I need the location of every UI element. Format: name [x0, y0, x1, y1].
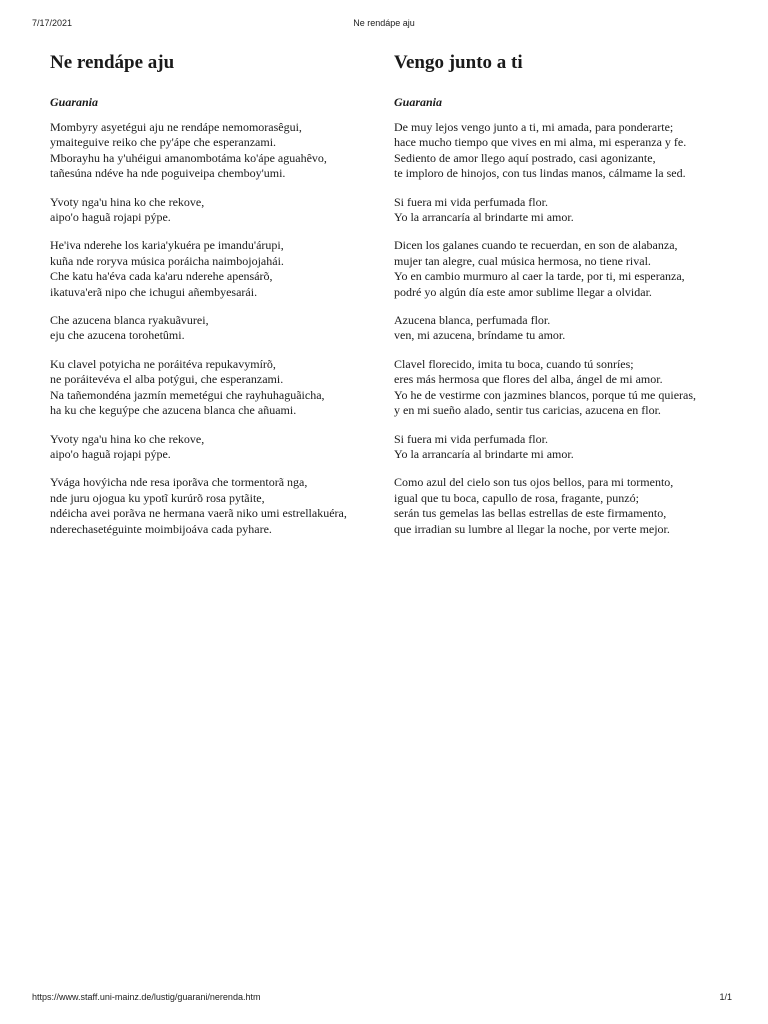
print-header — [0, 18, 768, 32]
stanza — [394, 313, 734, 344]
stanza — [394, 432, 734, 463]
lyric-line: Si fuera mi vida perfumada flor. — [394, 431, 548, 446]
print-date: 7/17/2021 — [32, 18, 73, 28]
stanza — [50, 475, 370, 537]
guarani-stanzas — [50, 120, 370, 537]
lyric-line: aipo'o haguã rojapi pýpe. — [50, 446, 171, 461]
lyric-line: nderechasetéguinte moimbijoáva cada pyhare. — [50, 521, 272, 536]
lyric-line: ha ku che keguýpe che azucena blanca che añuami. — [50, 403, 297, 418]
print-footer — [0, 992, 768, 1006]
lyric-line: Yvága hovýicha nde resa iporãva che tormentorã nga, — [50, 475, 308, 490]
lyric-line: Como azul del cielo son tus ojos bellos, para mi tormento, — [394, 475, 674, 490]
stanza — [50, 432, 370, 463]
lyric-line: eju che azucena torohetûmi. — [50, 328, 185, 343]
lyric-line: He'iva nderehe los karia'ykuéra pe imandu'árupi, — [50, 238, 284, 253]
stanza — [50, 238, 370, 300]
lyric-line: Ku clavel potyicha ne poráitéva repukavymírõ, — [50, 356, 276, 371]
lyric-line: Che katu ha'éva cada ka'aru nderehe apensárõ, — [50, 269, 273, 284]
spanish-lyrics-column — [394, 50, 734, 550]
print-url: https://www.staff.uni-mainz.de/lustig/guarani/nerenda.htm — [32, 992, 261, 1002]
lyric-line: ymaiteguive reiko che py'ápe che esperanzami. — [50, 135, 277, 150]
lyric-line: Yvoty nga'u hina ko che rekove, — [50, 431, 205, 446]
lyric-line: kuña nde roryva música poráicha naimbojojahái. — [50, 253, 284, 268]
lyric-line: Clavel florecido, imita tu boca, cuando tú sonríes; — [394, 356, 634, 371]
lyric-line: Azucena blanca, perfumada flor. — [394, 313, 551, 328]
lyric-line: serán tus gemelas las bellas estrellas de este firmamento, — [394, 506, 667, 521]
stanza — [50, 120, 370, 182]
lyric-line: aipo'o haguã rojapi pýpe. — [50, 210, 171, 225]
lyric-line: ven, mi azucena, bríndame tu amor. — [394, 328, 566, 343]
lyric-line: Mborayhu ha y'uhéigui amanombotáma ko'ápe aguahêvo, — [50, 150, 327, 165]
lyric-line: Yo la arrancaría al brindarte mi amor. — [394, 210, 574, 225]
guarani-lyrics-column — [50, 50, 370, 550]
lyric-line: y en mi sueño alado, sentir tus caricias, azucena en flor. — [394, 403, 661, 418]
stanza — [50, 313, 370, 344]
lyric-line: Mombyry asyetégui aju ne rendápe nemomorasêgui, — [50, 120, 302, 134]
lyric-line: nde juru ojogua ku ypotĩ kurúrõ rosa pytãite, — [50, 490, 265, 505]
print-page-title: Ne rendápe aju — [353, 18, 415, 28]
lyric-line: Yo la arrancaría al brindarte mi amor. — [394, 446, 574, 461]
spanish-song-title: Vengo junto a ti — [394, 52, 523, 73]
guarani-song-title: Ne rendápe aju — [50, 52, 175, 73]
lyric-line: Che azucena blanca ryakuãvurei, — [50, 313, 209, 328]
lyric-line: ndéicha avei porãva ne hermana vaerã niko umi estrellakuéra, — [50, 506, 347, 521]
guarani-song-genre: Guarania — [50, 95, 99, 109]
stanza — [394, 238, 734, 300]
lyric-line: Na tañemondéna jazmín memetégui che rayhuhaguãicha, — [50, 387, 325, 402]
lyric-line: tañesúna ndéve ha nde poguiveipa chemboy'umi. — [50, 166, 286, 181]
print-page-number: 1/1 — [719, 992, 732, 1002]
lyric-line: que irradian su lumbre al llegar la noche, por verte mejor. — [394, 521, 670, 536]
lyric-line: eres más hermosa que flores del alba, ángel de mi amor. — [394, 372, 663, 387]
stanza — [394, 357, 734, 419]
stanza — [394, 475, 734, 537]
lyric-line: Sediento de amor llego aquí postrado, casi agonizante, — [394, 150, 656, 165]
spanish-stanzas — [394, 120, 734, 537]
lyric-line: ikatuva'erã nipo che ichugui añembyesarái. — [50, 284, 258, 299]
stanza — [50, 357, 370, 419]
lyric-line: Si fuera mi vida perfumada flor. — [394, 194, 548, 209]
stanza — [394, 195, 734, 226]
lyric-line: hace mucho tiempo que vives en mi alma, mi esperanza y fe. — [394, 135, 687, 150]
lyric-line: Yo he de vestirme con jazmines blancos, porque tú me quieras, — [394, 387, 697, 402]
lyric-line: te imploro de hinojos, con tus lindas manos, cálmame la sed. — [394, 166, 686, 181]
lyric-line: Yo en cambio murmuro al caer la tarde, por ti, mi esperanza, — [394, 269, 685, 284]
lyric-line: mujer tan alegre, cual música hermosa, no tiene rival. — [394, 253, 651, 268]
stanza — [50, 195, 370, 226]
lyric-line: De muy lejos vengo junto a ti, mi amada, para ponderarte; — [394, 120, 674, 134]
stanza — [394, 120, 734, 182]
lyric-line: Dicen los galanes cuando te recuerdan, en son de alabanza, — [394, 238, 678, 253]
lyric-line: ne poráitevéva el alba potýgui, che esperanzami. — [50, 372, 284, 387]
lyric-line: Yvoty nga'u hina ko che rekove, — [50, 194, 205, 209]
lyric-line: podré yo algún día este amor sublime llegar a olvidar. — [394, 284, 652, 299]
spanish-song-genre: Guarania — [394, 95, 443, 109]
lyric-line: igual que tu boca, capullo de rosa, fragante, punzó; — [394, 490, 639, 505]
